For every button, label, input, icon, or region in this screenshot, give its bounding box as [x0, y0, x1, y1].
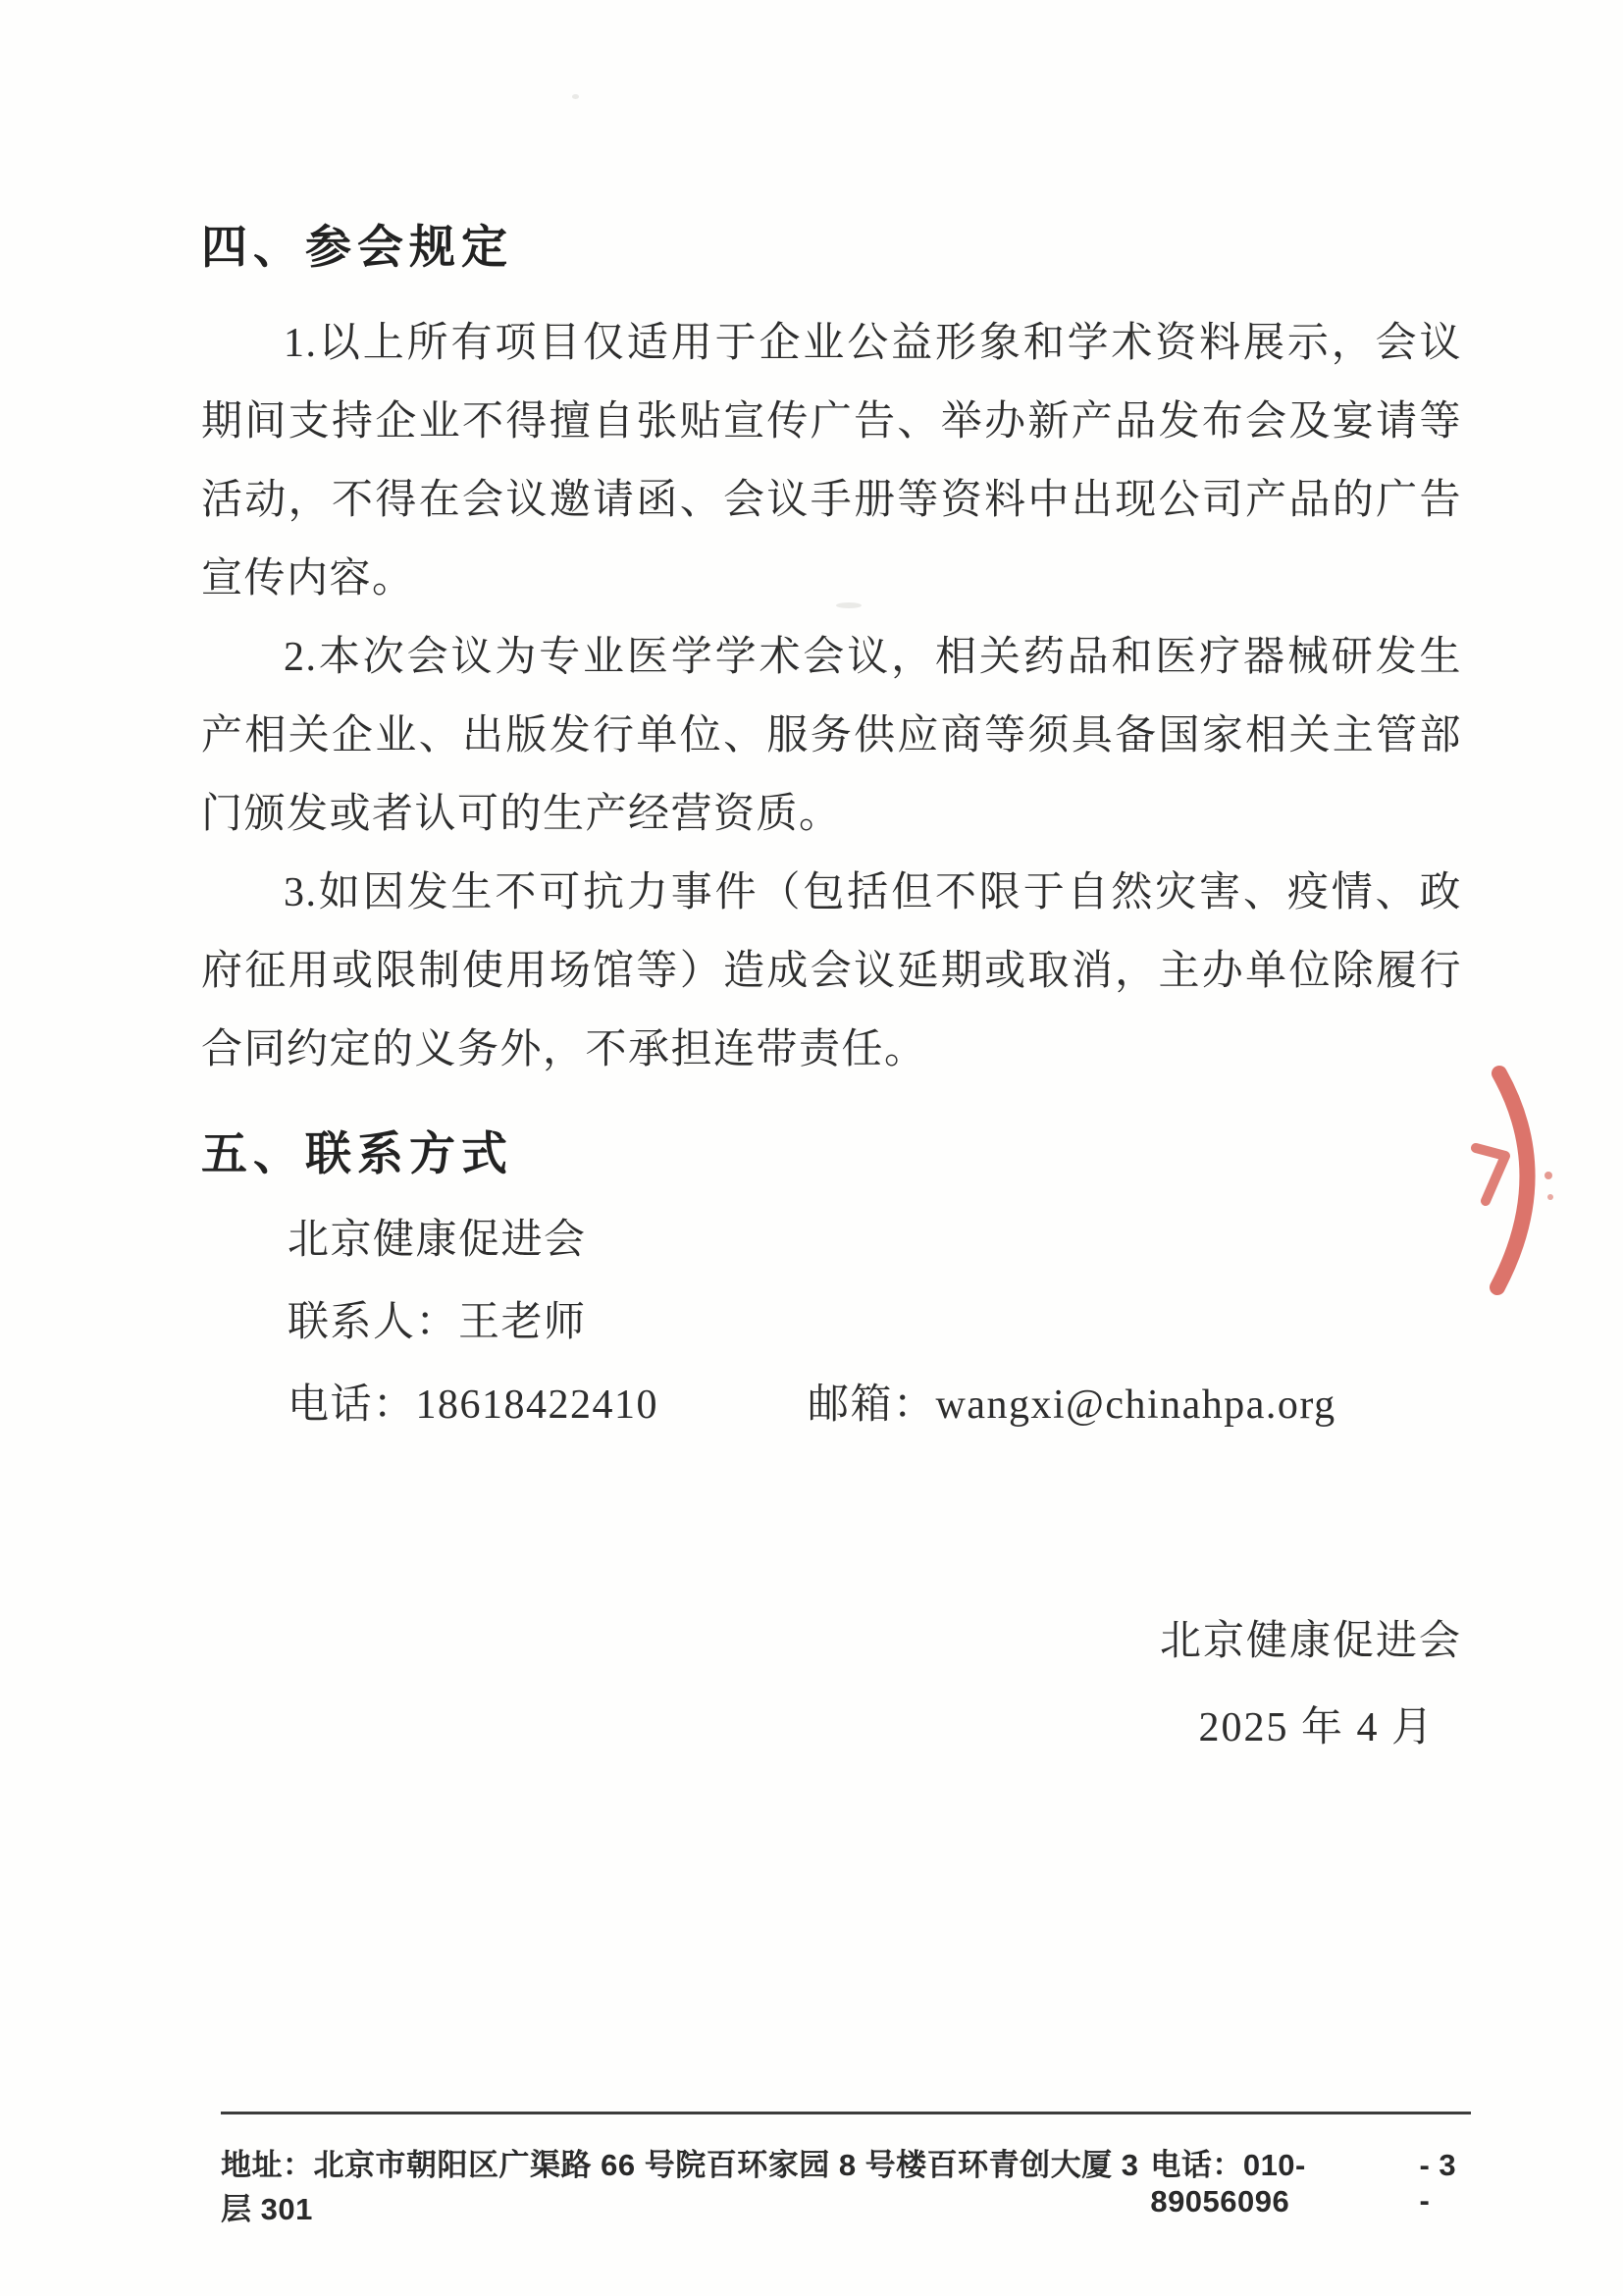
- footer-address: 地址：北京市朝阳区广渠路 66 号院百环家园 8 号楼百环青创大厦 3 层 301: [221, 2148, 1139, 2226]
- contact-email: 邮箱：wangxi@chinahpa.org: [808, 1383, 1336, 1428]
- paragraph-rule-3: 3.如因发生不可抗力事件（包括但不限于自然灾害、疫情、政府征用或限制使用场馆等）造成会议延期或取消，主办单位除履行合同约定的义务外，不承担连带责任。: [201, 870, 1462, 1072]
- partial-red-seal-stamp: [1470, 1058, 1578, 1303]
- footer-text-row: [221, 2140, 1471, 2228]
- scan-artifact: [572, 94, 579, 99]
- page-footer: [221, 2112, 1471, 2228]
- signature-date: 2025 年 4 月: [1198, 1705, 1435, 1750]
- paragraph-rule-2: 2.本次会议为专业医学学术会议，相关药品和医疗器械研发生产相关企业、出版发行单位、服务供应商等须具备国家相关主管部门颁发或者认可的生产经营资质。: [201, 635, 1462, 837]
- footer-page-number: - 3 -: [1419, 2148, 1457, 2218]
- section-heading-contact-info: 五、联系方式: [201, 1127, 513, 1179]
- contact-person: 联系人：王老师: [288, 1300, 587, 1345]
- contact-organization: 北京健康促进会: [288, 1218, 587, 1263]
- signature-block: [201, 1598, 1462, 1771]
- paragraph-rule-1: 1.以上所有项目仅适用于企业公益形象和学术资料展示，会议期间支持企业不得擅自张贴宣传广告、举办新产品发布会及宴请等活动，不得在会议邀请函、会议手册等资料中出现公司产品的广告宣传内容。: [201, 321, 1462, 601]
- footer-divider: [221, 2112, 1471, 2114]
- document-body: [201, 218, 1462, 1771]
- section-heading-participation-rules: 四、参会规定: [201, 221, 513, 273]
- scan-artifact: [836, 602, 862, 608]
- contact-block: [201, 1199, 1462, 1446]
- contact-phone: 电话：18618422410: [288, 1383, 659, 1428]
- signature-organization: 北京健康促进会: [1159, 1619, 1462, 1664]
- contact-phone-email-line: [288, 1364, 1462, 1446]
- footer-phone: 电话：010-89056096: [1150, 2148, 1306, 2218]
